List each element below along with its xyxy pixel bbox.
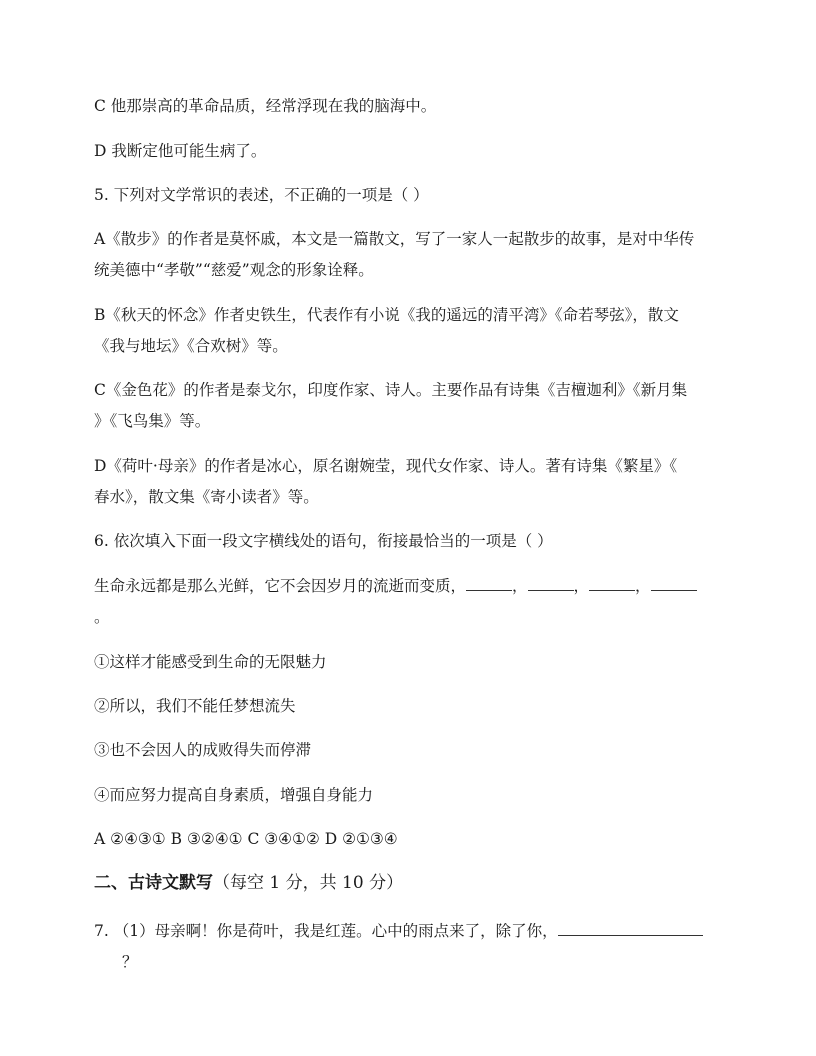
q6-sentence-2: ②所以，我们不能任梦想流失 bbox=[94, 697, 296, 715]
q7-prefix: 7. （1）母亲啊！你是荷叶，我是红莲。心中的雨点来了，除了你， bbox=[94, 922, 558, 940]
comma: ， bbox=[573, 577, 590, 595]
q5-option-a-line2: 统美德中“孝敬”“慈爱”观念的形象诠释。 bbox=[94, 261, 374, 279]
q6-answer-options: A ②④③① B ③②④① C ③④①② D ②①③④ bbox=[94, 830, 398, 848]
q6-sentence-4: ④而应努力提高自身素质，增强自身能力 bbox=[94, 786, 374, 804]
q4-option-c: C 他那崇高的革命品质，经常浮现在我的脑海中。 bbox=[94, 97, 437, 115]
comma: ， bbox=[512, 577, 528, 595]
q7-suffix: ？ bbox=[122, 953, 138, 971]
q6-passage-end: 。 bbox=[94, 608, 110, 626]
q6-sentence-3: ③也不会因人的成败得失而停滞 bbox=[94, 741, 312, 759]
fill-blank-q7[interactable] bbox=[558, 917, 703, 936]
comma: ， bbox=[635, 577, 651, 595]
q6-stem: 6. 依次填入下面一段文字横线处的语句，衔接最恰当的一项是（ ） bbox=[94, 532, 553, 550]
q5-stem: 5. 下列对文学常识的表述，不正确的一项是（ ） bbox=[94, 186, 429, 204]
fill-blank-1[interactable] bbox=[466, 572, 512, 591]
fill-blank-3[interactable] bbox=[589, 572, 635, 591]
q5-option-b-line2: 《我与地坛》《合欢树》等。 bbox=[94, 337, 288, 355]
section-2-note: （每空 1 分，共 10 分） bbox=[213, 873, 404, 893]
q5-option-d-line2: 春水》，散文集《寄小读者》等。 bbox=[94, 488, 319, 506]
section-2-heading bbox=[94, 867, 722, 899]
q6-passage bbox=[94, 570, 722, 602]
q5-option-c-line2: 》《飞鸟集》等。 bbox=[94, 412, 211, 430]
q5-option-c-line1: C《金色花》的作者是泰戈尔，印度作家、诗人。主要作品有诗集《吉檀迦利》《新月集 bbox=[94, 381, 688, 399]
fill-blank-4[interactable] bbox=[651, 572, 697, 591]
q4-option-d: D 我断定他可能生病了。 bbox=[94, 142, 267, 160]
q7-line1 bbox=[94, 915, 722, 947]
q6-sentence-1: ①这样才能感受到生命的无限魅力 bbox=[94, 653, 327, 671]
q5-option-a-line1: A《散步》的作者是莫怀戚，本文是一篇散文，写了一家人一起散步的故事，是对中华传 bbox=[94, 230, 695, 248]
q5-option-d-line1: D《荷叶·母亲》的作者是冰心，原名谢婉莹，现代女作家、诗人。著有诗集《繁星》《 bbox=[94, 457, 678, 475]
fill-blank-2[interactable] bbox=[528, 572, 574, 591]
q6-passage-text: 生命永远都是那么光鲜，它不会因岁月的流逝而变质， bbox=[94, 577, 467, 595]
q5-option-b-line1: B《秋天的怀念》作者史铁生，代表作有小说《我的遥远的清平湾》《命若琴弦》，散文 bbox=[94, 306, 679, 324]
section-2-title: 二、古诗文默写 bbox=[94, 873, 213, 893]
